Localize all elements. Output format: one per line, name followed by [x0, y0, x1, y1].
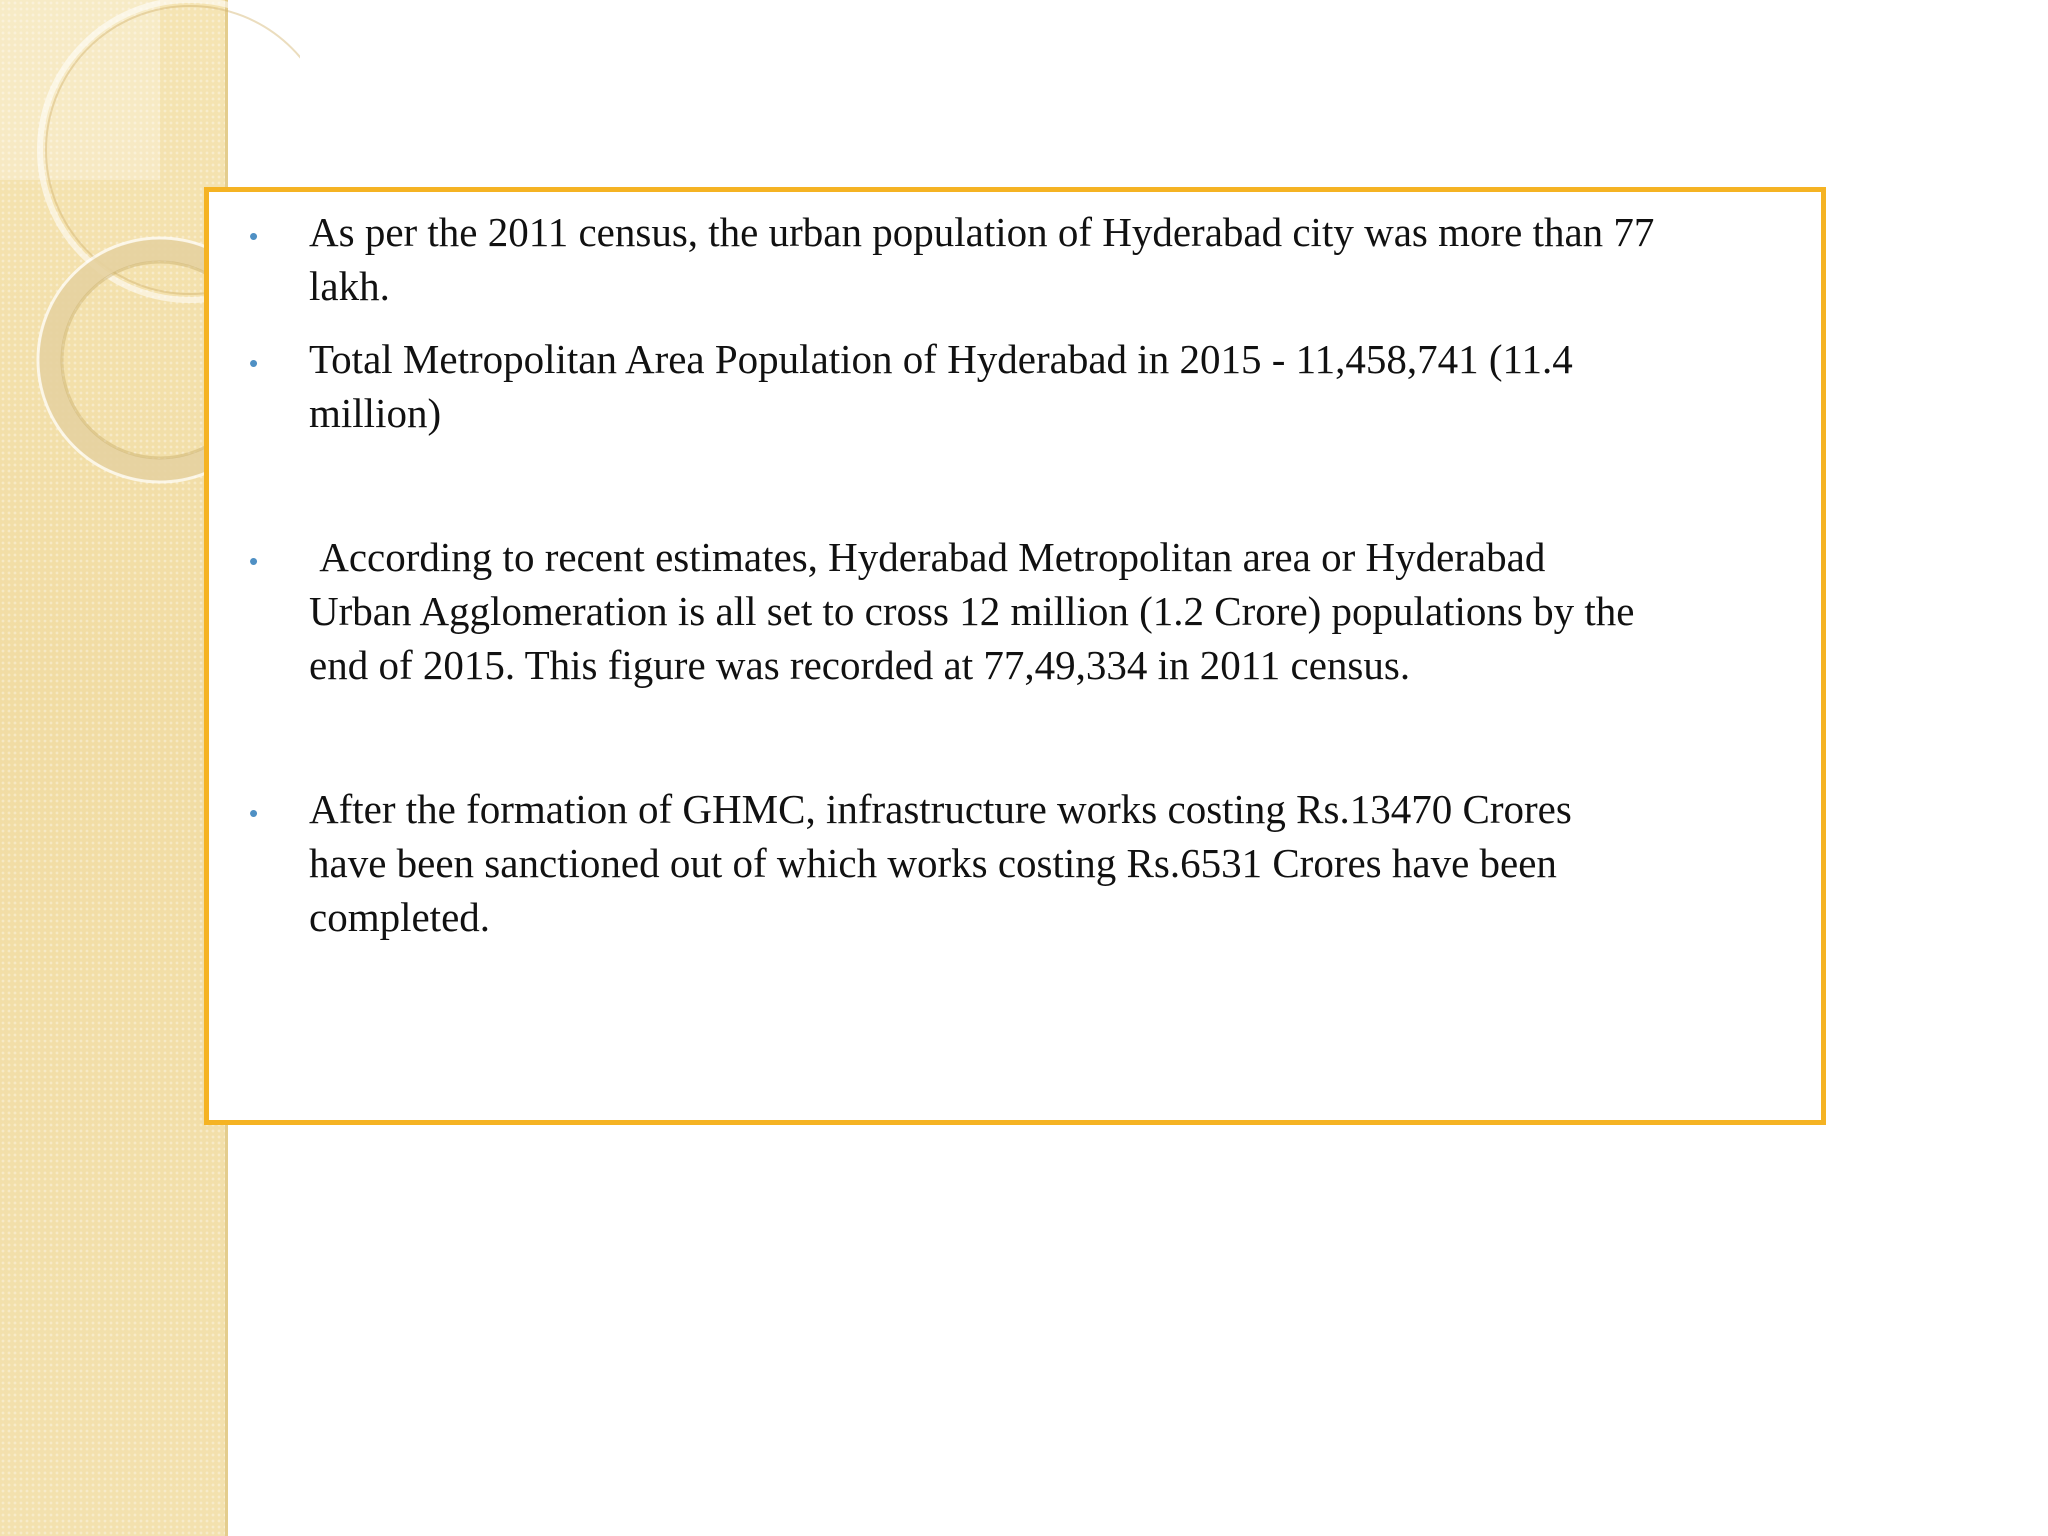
- bullet-list: [209, 192, 1821, 1120]
- bullet-line: After the formation of GHMC, infrastructure works costing Rs.13470 Crores: [309, 786, 1572, 832]
- bullet-line: end of 2015. This figure was recorded at 77,49,334 in 2011 census.: [309, 642, 1411, 688]
- bullet-line: As per the 2011 census, the urban population of Hyderabad city was more than 77: [309, 209, 1655, 255]
- decorative-side-panel: [0, 0, 228, 1536]
- bullet-text: [309, 782, 1809, 944]
- bullet-line: Urban Agglomeration is all set to cross 12 million (1.2 Crore) populations by the: [309, 588, 1635, 634]
- bullet-line: According to recent estimates, Hyderabad Metropolitan area or Hyderabad: [309, 534, 1546, 580]
- bullet-text: [309, 332, 1809, 440]
- bullet-dot-icon: •: [249, 221, 259, 251]
- bullet-dot-icon: •: [249, 348, 259, 378]
- bullet-line: million): [309, 390, 442, 436]
- bullet-line: Total Metropolitan Area Population of Hyderabad in 2015 - 11,458,741 (11.4: [309, 336, 1573, 382]
- bullet-text: [309, 530, 1809, 692]
- bullet-line: have been sanctioned out of which works costing Rs.6531 Crores have been: [309, 840, 1557, 886]
- bullet-line: lakh.: [309, 263, 390, 309]
- bullet-dot-icon: •: [249, 546, 259, 576]
- content-box: [204, 187, 1826, 1125]
- bullet-dot-icon: •: [249, 798, 259, 828]
- bullet-text: [309, 205, 1809, 313]
- bullet-line: completed.: [309, 894, 491, 940]
